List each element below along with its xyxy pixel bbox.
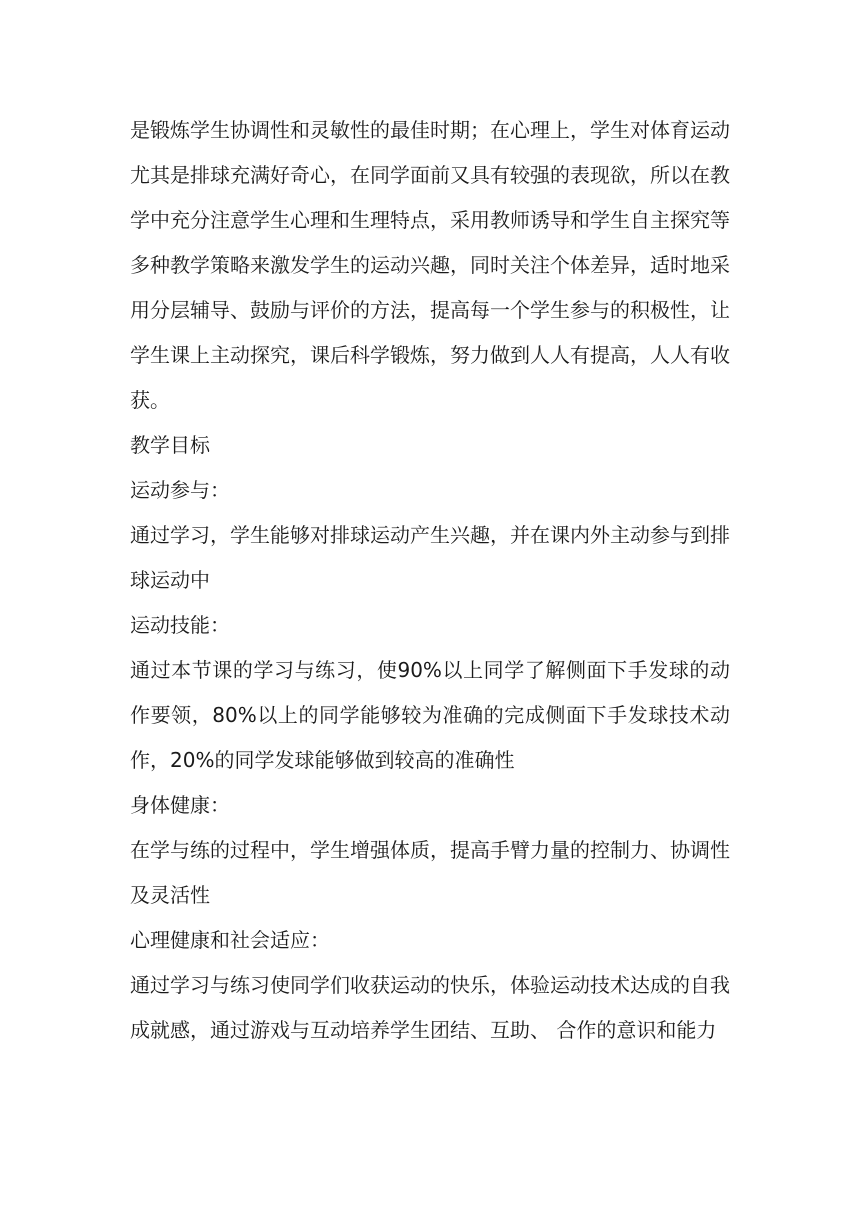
subheading-physical-health: 身体健康： xyxy=(130,793,230,817)
subheading-mental-health: 心理健康和社会适应： xyxy=(130,928,330,952)
paragraph-learner-analysis: 是锻炼学生协调性和灵敏性的最佳时期；在心理上，学生对体育运动尤其是排球充满好奇心，在同学面前又具有较强的表现欲，所以在教学中充分注意学生心理和生理特点，采用教师诱导和学生自主探究等多种教学策略来激发学生的运动兴趣，同时关注个体差异，适时地采用分层辅导、鼓励与评价的方法，提高每一个学生参与的积极性，让学生课上主动探究，课后科学锻炼，努力做到人人有提高，人人有收获。 xyxy=(130,118,730,412)
paragraph-sports-participation: 通过学习，学生能够对排球运动产生兴趣，并在课内外主动参与到排球运动中 xyxy=(130,523,730,592)
paragraph-mental-health: 通过学习与练习使同学们收获运动的快乐，体验运动技术达成的自我成就感，通过游戏与互动培养学生团结、互助、 合作的意识和能力 xyxy=(130,973,730,1042)
paragraph-physical-health: 在学与练的过程中，学生增强体质，提高手臂力量的控制力、协调性及灵活性 xyxy=(130,838,730,907)
document-body xyxy=(130,108,730,1053)
subheading-sports-participation: 运动参与： xyxy=(130,478,230,502)
paragraph-sports-skills: 通过本节课的学习与练习，使90%以上同学了解侧面下手发球的动作要领，80%以上的同学能够较为准确的完成侧面下手发球技术动作，20%的同学发球能够做到较高的准确性 xyxy=(130,658,730,772)
heading-teaching-goals: 教学目标 xyxy=(130,433,210,457)
subheading-sports-skills: 运动技能： xyxy=(130,613,230,637)
